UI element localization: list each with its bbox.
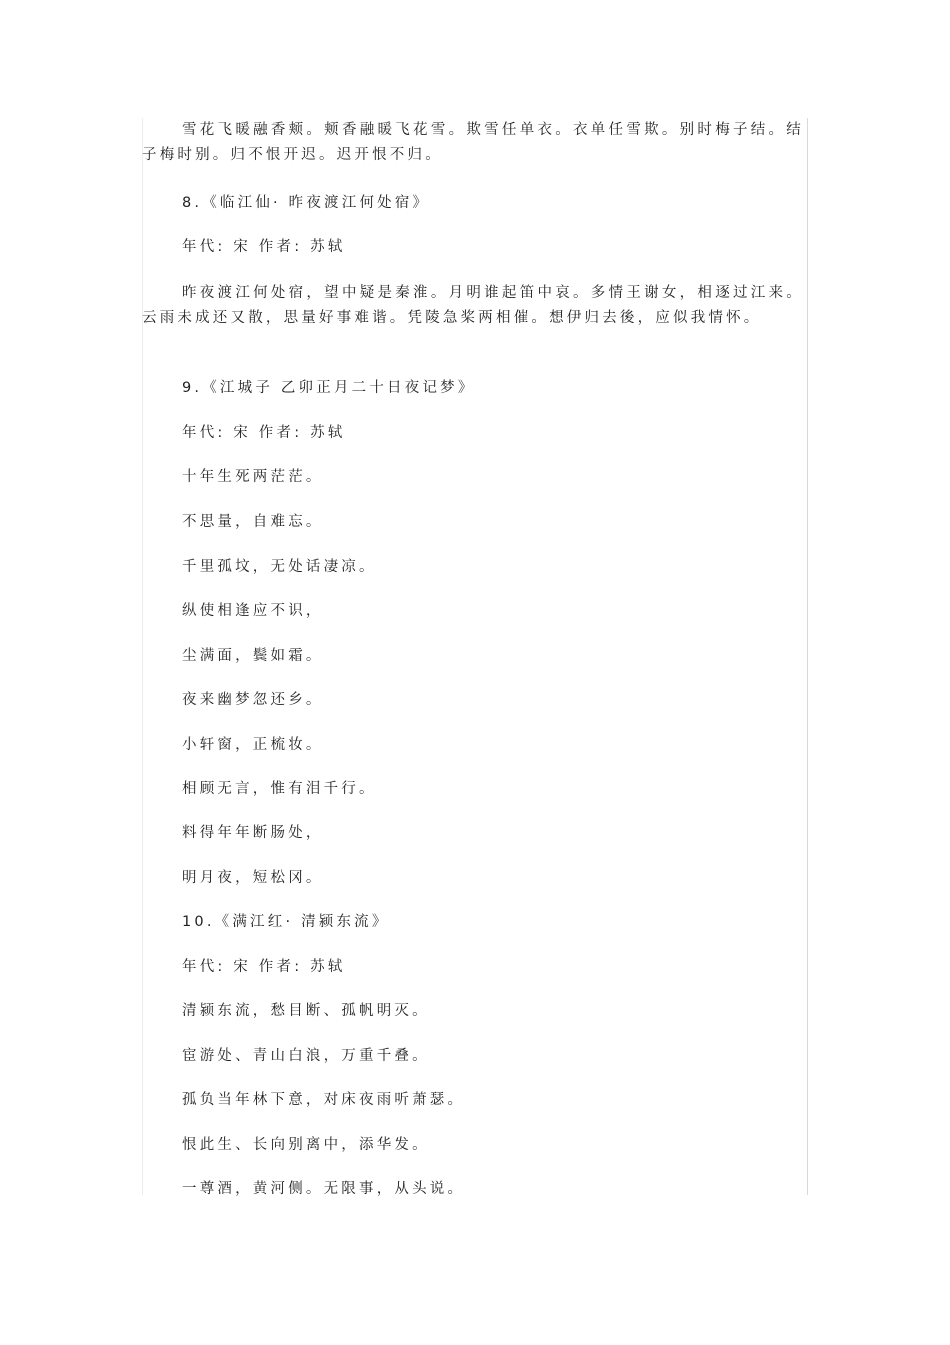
poem-10-line: 宦游处、青山白浪，万重千叠。 [182, 1048, 430, 1064]
poem-9-line: 十年生死两茫茫。 [182, 469, 324, 485]
poem-9-line: 相顾无言，惟有泪千行。 [182, 781, 377, 797]
poem-10-title: 10.《满江红· 清颍东流》 [182, 914, 390, 930]
poem-10-line: 一尊酒，黄河侧。无限事，从头说。 [182, 1181, 466, 1197]
poem-9-line: 不思量，自难忘。 [182, 514, 324, 530]
poem-10-line: 孤负当年林下意，对床夜雨听萧瑟。 [182, 1092, 466, 1108]
poem-9-line: 夜来幽梦忽还乡。 [182, 692, 324, 708]
poem-9-line: 千里孤坟，无处话凄凉。 [182, 559, 377, 575]
poem-9-line: 尘满面，鬓如霜。 [182, 648, 324, 664]
poem-9-line: 小轩窗，正梳妆。 [182, 737, 324, 753]
poem-8-body: 昨夜渡江何处宿，望中疑是秦淮。月明谁起笛中哀。多情王谢女，相逐过江来。云雨未成还又散，思量好事难谐。凭陵急桨两相催。想伊归去後，应似我情怀。 [142, 285, 804, 326]
poem-9-line: 纵使相逢应不识， [182, 603, 324, 619]
poem-10-meta: 年代: 宋 作者: 苏轼 [182, 959, 346, 975]
poem-8-meta: 年代: 宋 作者: 苏轼 [182, 239, 346, 255]
poem-9-line: 料得年年断肠处， [182, 825, 324, 841]
document-body [142, 0, 806, 1345]
poem-9-line: 明月夜，短松冈。 [182, 870, 324, 886]
poem-10-line: 恨此生、长向别离中，添华发。 [182, 1137, 430, 1153]
poem-9-meta: 年代: 宋 作者: 苏轼 [182, 425, 346, 441]
poem-8-title: 8.《临江仙· 昨夜渡江何处宿》 [182, 195, 431, 211]
poem-10-line: 清颍东流，愁目断、孤帆明灭。 [182, 1003, 430, 1019]
poem-9-title: 9.《江城子 乙卯正月二十日夜记梦》 [182, 380, 476, 396]
intro-paragraph: 雪花飞暖融香颊。颊香融暖飞花雪。欺雪任单衣。衣单任雪欺。别时梅子结。结子梅时别。归不恨开迟。迟开恨不归。 [142, 122, 804, 163]
